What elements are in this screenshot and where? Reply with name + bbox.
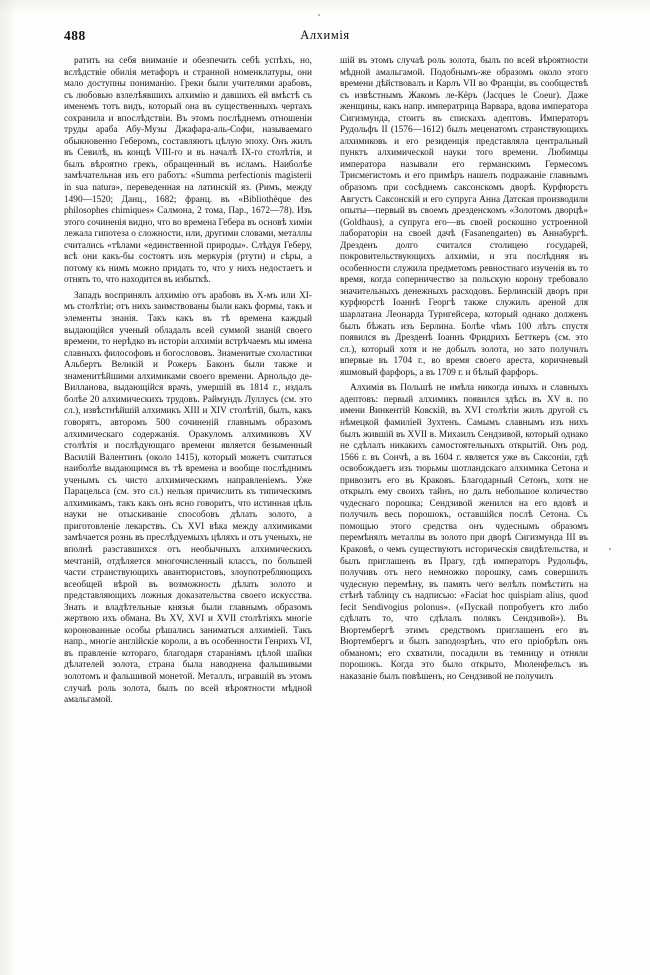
page-edge-shading-left <box>0 0 16 975</box>
paragraph: ратить на себя вниманіе и обезпечить себѣ успѣхъ, но, вслѣдствіе обилія метафоръ и странной номенклатуры, они мало доступны пониманію. Греки были учителями арабовъ, съ любовью взлелѣявшихъ алхимію и давшихъ ей вмѣстѣ съ именемъ тотъ видъ, который она въ существенныхъ чертахъ сохранила и впослѣдствіи. Въ этомъ послѣднемъ отношеніи труды араба Абу-Музы Джафара-аль-Софи, называемаго обыкновенно Геберомъ, составляютъ цѣлую эпоху. Онъ жилъ въ Севилѣ, въ концѣ VIII-го и въ началѣ IX-го столѣтія, и былъ вѣроятно грекъ, обращенный въ исламъ. Наиболѣе замѣчательная изъ его работъ: «Summa perfectionis magisterii in sua natura», переведенная на латинскій яз. (Римъ, между 1490—1520; Данц., 1682; франц. въ «Bibliothèque des philosophes chimiques» Салмона, 2 тома, Пар., 1672—78). Изъ этого сочиненія видно, что во времена Гебера въ основѣ химіи лежала гипотеза о сложности, или, другими словами, металлы считались «тѣлами «единственной природы». Слѣдуя Геберу, всѣ они какъ-бы состоятъ изъ меркурія (ртути) и сѣры, а потому къ нимъ можно придать то, что у нихъ недостаетъ и отнять то, что находится въ избыткѣ. <box>64 56 312 286</box>
page-number: 488 <box>64 28 86 43</box>
paragraph: шій въ этомъ случаѣ роль золота, былъ по всей вѣроятности мѣдной амальгамой. Подобнымъ-же образомъ около этого времени дѣйствовалъ и Карлъ VII во Франціи, въ сообществѣ съ извѣстнымъ Жакомъ ле-Кёръ (Jacques le Coeur). Даже женщины, какъ напр. императрица Варвара, вдова императора Сигизмунда, стоитъ въ спискахъ адептовъ. Императоръ Рудольфъ II (1576—1612) былъ меценатомъ странствующихъ алхимиковъ и его резиденція представляла центральный пунктъ алхимической науки того времени. Любимцы императора называли его германскимъ Гермесомъ Трисмегистомъ и его примѣръ нашелъ подражаніе главнымъ образомъ при сосѣднемъ саксонскомъ дворѣ. Курфюрстъ Августъ Саксонскій и его супруга Анна Датская производили опыты—первый въ своемъ дрезденскомъ «Золотомъ дворцѣ» (Goldhaus), а супруга его—въ своей роскошно устроенной лабораторіи на своей дачѣ (Fasanengarten) въ Аннабургѣ. Дрезденъ долго считался столицею государей, покровительствующихъ алхиміи, и эта послѣдняя въ особенности служила предметомъ ревностнаго изученія въ то время, когда соперничество за польскую корону требовало значительныхъ денежныхъ расходовъ. Берлинскій дворъ при курфюрстѣ Іоаннѣ Георгѣ также служилъ ареной для шарлатана Леонарда Турнгейсера, который однако долженъ былъ бѣжать изъ Берлина. Болѣе чѣмъ 100 лѣтъ спустя появился въ Дрезденѣ Іоаннъ Фридрихъ Бетткеръ (см. это сл.), который хотя и не добылъ золота, но зато получилъ впервые въ 1704 г., во время своего ареста, коричневый яшмовый фарфоръ, а въ 1709 г. и бѣлый фарфоръ. <box>340 56 588 378</box>
page-edge-shading-top <box>0 0 650 12</box>
left-column <box>64 56 312 956</box>
text-body <box>64 56 588 956</box>
ink-speck-icon <box>318 14 320 16</box>
running-title: Алхимія <box>300 28 350 42</box>
right-column <box>340 56 588 956</box>
page-header <box>0 28 650 48</box>
paragraph: Алхимія въ Польшѣ не имѣла никогда иныхъ и славныхъ адептовъ: первый алхимикъ появился здѣсь въ XV в. по имени Винкентій Ковскій, въ XVI столѣтіи жилъ другой съ нѣмецкой фамиліей Зухтенъ. Самымъ славнымъ изъ нихъ былъ жившій въ XVII в. Михаилъ Сендзивой, который однако не сдѣлалъ никакихъ самостоятельныхъ открытій. Онъ род. 1566 г. въ Сончѣ, а въ 1604 г. является уже въ Саксоніи, гдѣ освобождаетъ изъ тюрьмы шотландскаго алхимика Сетона и привозитъ его въ Краковъ. Благодарный Сетонъ, хотя не открылъ ему своихъ тайнъ, но далъ небольшое количество чудеснаго порошка; Сендзивой женился на его вдовѣ и получилъ весь порошокъ, оставшійся послѣ Сетона. Съ помощью этого средства онъ чудеснымъ образомъ перемѣнялъ металлы въ золото при дворѣ Сигизмунда III въ Краковѣ, о чемъ существуютъ историческія свидѣтельства, и былъ приглашенъ въ Прагу, гдѣ императоръ Рудольфъ, получивъ отъ него немножко порошку, самъ совершилъ чудесную перемѣну, въ память чего велѣлъ помѣстить на стѣнѣ таблицу съ надписью: «Faciat hoc quispiam alius, quod fecit Sendivogius polonus». («Пускай попробуетъ кто либо сдѣлать то, что сдѣлалъ полякъ Сендзивой»). Въ Вюртембергѣ этимъ средствомъ приглашенъ его въ Вюртембергъ и былъ заподозрѣнъ, что его пріобрѣлъ онъ обманомъ; его схватили, посадили въ темницу и отняли порошокъ. Когда это было открыто, Мюленфельсъ въ наказаніе былъ повѣшенъ, но Сендзивой не получилъ <box>340 383 588 682</box>
paragraph: Западъ воспринялъ алхимію отъ арабовъ въ X-мъ или XI-мъ столѣтіи; отъ нихъ заимствованы были какъ формы, такъ и элементы знанія. Такъ какъ въ тѣ времена каждый выдающійся ученый обладалъ всей суммой знаній своего времени, то нерѣдко въ исторіи алхиміи встрѣчаемъ мы имена славныхъ философовъ и богослововъ. Знаменитые схоластики Альбертъ Великій и Рожеръ Баконъ были также и знаменитѣйшими алхимиками своего времени. Арнольдо де-Вилланова, выдающійся врачъ, умершій въ 1814 г., издалъ болѣе 20 алхимическихъ трудовъ. Раймундъ Луллусъ (см. это сл.), извѣстнѣйшій алхимикъ XIII и XIV столѣтій, былъ, какъ говорятъ, авторомъ 500 сочиненій главнымъ образомъ алхимическаго содержанія. Оракуломъ алхимиковъ XV столѣтія и послѣдующаго времени является безыменный Василій Валентинъ (около 1415), который можетъ считаться наиболѣе выдающимся въ тѣ времена и вообще послѣднимъ ученымъ съ чисто алхимическимъ направленіемъ. Уже Парацельса (см. это сл.) нельзя причислить къ типическимъ алхимикамъ, такъ какъ онъ ясно говоритъ, что истинная цѣль науки не отыскиваніе способовъ дѣлать золото, а приготовленіе лекарствъ. Съ XVI вѣка между алхимиками замѣчается рознь въ преслѣдуемыхъ цѣляхъ и отъ ученыхъ, не вполнѣ разставшихся отъ необычныхъ алхимическихъ мечтаній, отдѣляется многочисленный классъ, по большей части странствующихъ авантюристовъ, злоупотребляющихъ всеобщей вѣрой въ возможность дѣлать золото и представляющихъ ложныя доказательства своего искусства. Знать и владѣтельные князья были главнымъ образомъ жертвою ихъ обмана. Въ XV, XVI и XVII столѣтіяхъ многіе коронованные особы рѣшались заниматься алхиміей. Такъ напр., многіе англійскіе короли, а въ особенности Генрихъ VI, въ правленіе котораго, благодаря стараніямъ цѣлой шайки дѣлателей золота, страна была наводнена фальшивыми золотомъ и фальшивой монетой. Металлъ, игравшій въ этомъ случаѣ роль золота, былъ по всей вѣроятности мѣдной амальгамой. <box>64 290 313 706</box>
ink-speck-icon <box>609 548 611 550</box>
